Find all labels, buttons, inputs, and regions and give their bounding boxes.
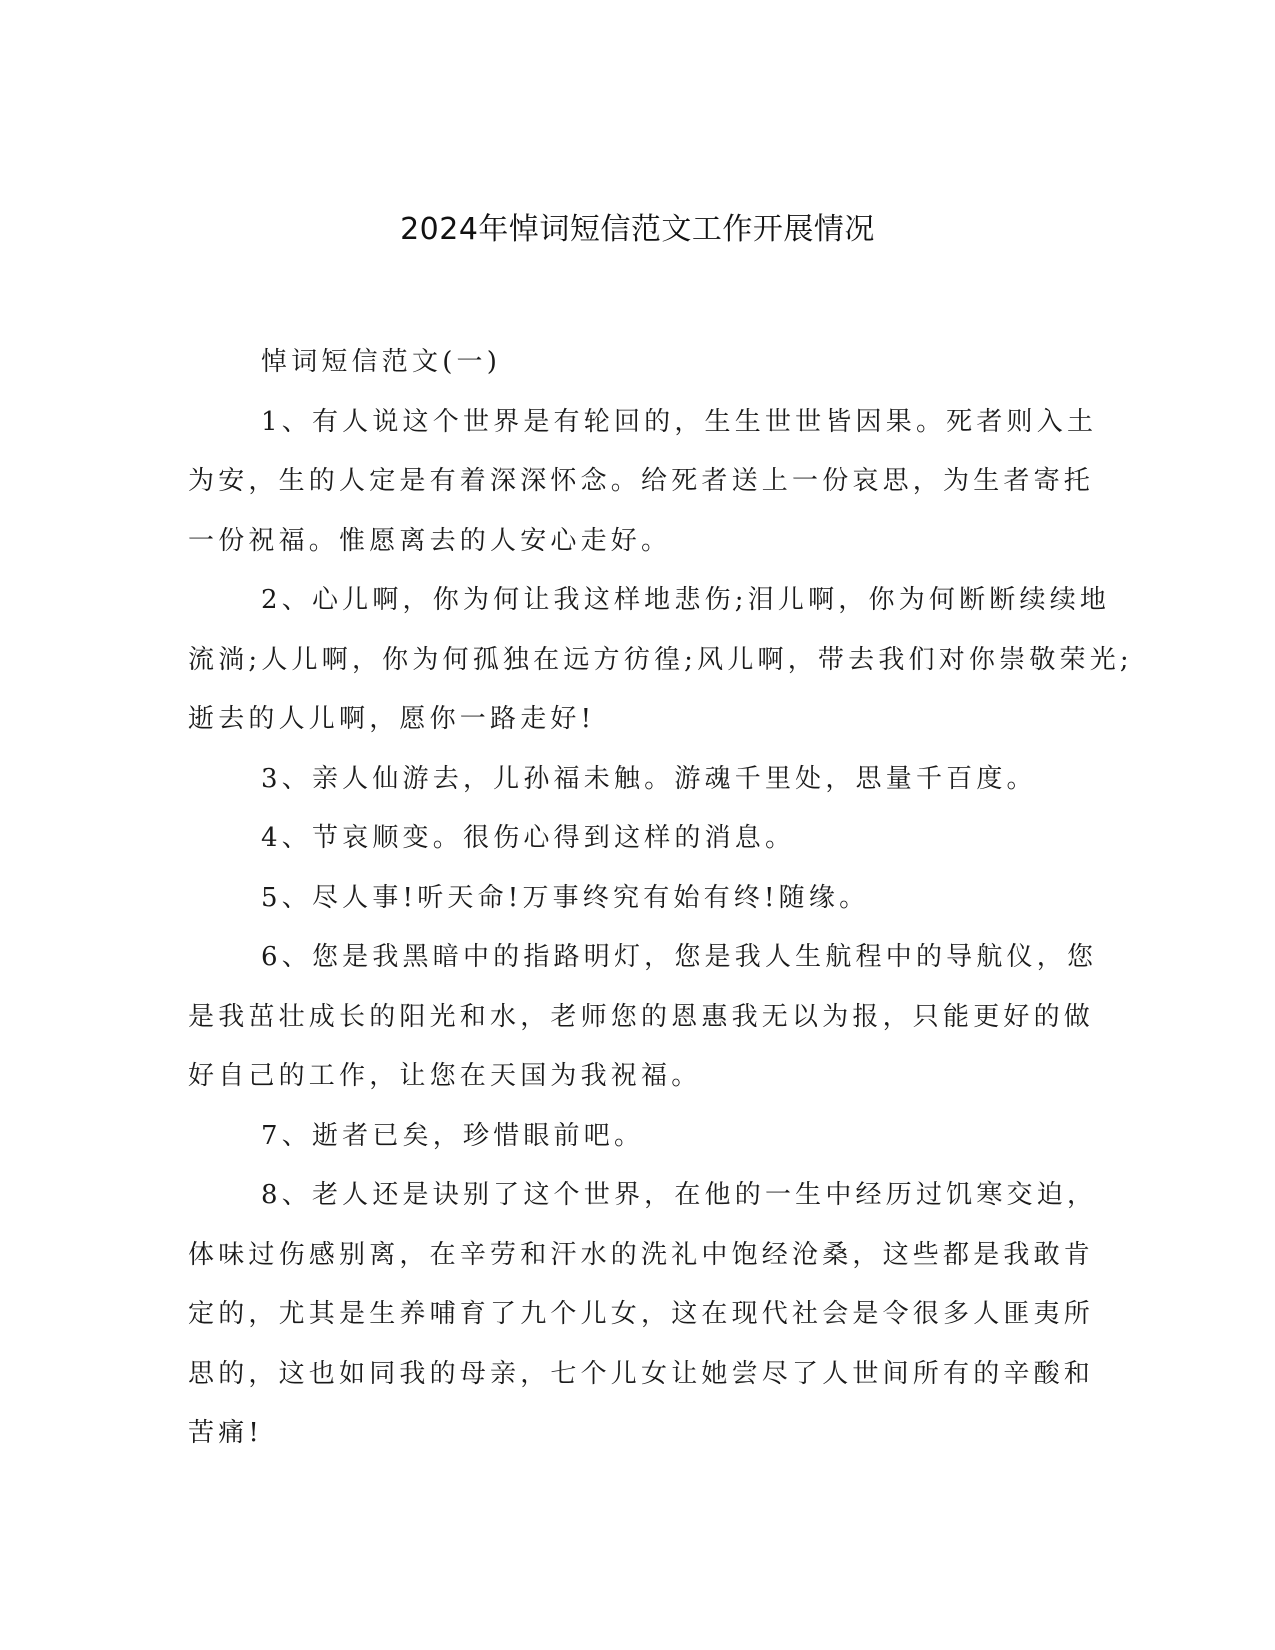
paragraph-line: 8、老人还是诀别了这个世界，在他的一生中经历过饥寒交迫， [261,1180,1098,1210]
paragraph-line: 6、您是我黑暗中的指路明灯，您是我人生航程中的导航仪，您 [261,942,1098,972]
paragraph-line: 定的，尤其是生养哺育了九个儿女，这在现代社会是令很多人匪夷所 [188,1299,1095,1329]
paragraph-line: 2、心儿啊，你为何让我这样地悲伤;泪儿啊，你为何断断续续地 [261,585,1111,615]
paragraph-line: 好自己的工作，让您在天国为我祝福。 [188,1061,702,1091]
paragraph-line: 7、逝者已矣，珍惜眼前吧。 [261,1120,645,1151]
document-title: 2024年悼词短信范文工作开展情况 [400,212,875,247]
paragraph-line: 4、节哀顺变。很伤心得到这样的消息。 [261,823,796,853]
paragraph-line: 思的，这也如同我的母亲，七个儿女让她尝尽了人世间所有的辛酸和 [188,1358,1095,1389]
paragraph-line: 苦痛! [188,1418,264,1448]
section-heading: 悼词短信范文(一) [261,347,502,377]
paragraph-line: 3、亲人仙游去，儿孙福未触。游魂千里处，思量千百度。 [261,763,1037,794]
paragraph-line: 逝去的人儿啊，愿你一路走好! [188,704,596,734]
paragraph-line: 一份祝福。惟愿离去的人安心走好。 [188,525,672,556]
paragraph-line: 1、有人说这个世界是有轮回的，生生世世皆因果。死者则入土 [261,406,1098,437]
paragraph-line: 5、尽人事!听天命!万事终究有始有终!随缘。 [261,882,870,913]
paragraph-line: 为安，生的人定是有着深深怀念。给死者送上一份哀思，为生者寄托 [188,466,1095,496]
paragraph-line: 流淌;人儿啊，你为何孤独在远方彷徨;风儿啊，带去我们对你崇敬荣光; [188,644,1133,675]
document-body [188,333,1133,1464]
paragraph-line: 是我茁壮成长的阳光和水，老师您的恩惠我无以为报，只能更好的做 [188,1001,1095,1032]
paragraph-line: 体味过伤感别离，在辛劳和汗水的洗礼中饱经沧桑，这些都是我敢肯 [188,1239,1095,1270]
